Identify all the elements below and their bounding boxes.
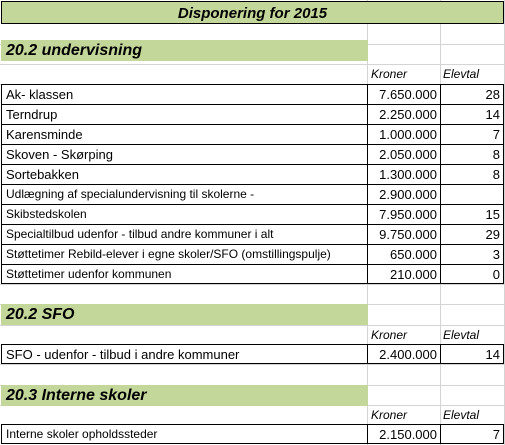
row-kroner[interactable]: 1.300.000 (368, 164, 441, 184)
grid-line (0, 284, 505, 285)
row-kroner[interactable]: 2.150.000 (368, 424, 441, 444)
column-header-elevtal[interactable]: Elevtal (443, 67, 480, 81)
row-label[interactable]: Ak- klassen (1, 84, 368, 104)
row-elevtal[interactable]: 0 (441, 264, 504, 284)
column-header-kroner[interactable]: Kroner (371, 408, 408, 422)
row-label[interactable]: Skibstedskolen (1, 204, 368, 224)
section-heading: 20.2 SFO (6, 306, 75, 323)
row-kroner[interactable]: 1.000.000 (368, 124, 441, 144)
table-row[interactable] (1, 244, 504, 264)
column-header-elevtal[interactable]: Elevtal (443, 408, 480, 422)
column-header-kroner[interactable]: Kroner (371, 328, 408, 342)
row-elevtal[interactable]: 14 (441, 104, 504, 124)
row-kroner[interactable]: 2.250.000 (368, 104, 441, 124)
row-kroner[interactable]: 2.400.000 (368, 344, 441, 364)
row-label[interactable]: Interne skoler opholdssteder (1, 424, 368, 444)
row-label[interactable]: SFO - udenfor - tilbud i andre kommuner (1, 344, 368, 364)
table-row[interactable] (1, 124, 504, 144)
row-elevtal[interactable]: 8 (441, 164, 504, 184)
row-elevtal[interactable]: 28 (441, 84, 504, 104)
row-elevtal[interactable]: 7 (441, 424, 504, 444)
row-kroner[interactable]: 650.000 (368, 244, 441, 264)
table-row[interactable] (1, 424, 504, 444)
row-label[interactable]: Terndrup (1, 104, 368, 124)
table-row[interactable] (1, 164, 504, 184)
row-label[interactable]: Udlægning af specialundervisning til skolerne - (1, 184, 368, 204)
row-elevtal[interactable]: 3 (441, 244, 504, 264)
section-heading: 20.3 Interne skoler (6, 387, 147, 404)
table-row[interactable] (1, 104, 504, 124)
table-row[interactable] (1, 264, 504, 284)
title-cell[interactable] (1, 1, 504, 24)
row-label[interactable]: Støttetimer udenfor kommunen (1, 264, 368, 284)
row-kroner[interactable]: 9.750.000 (368, 224, 441, 244)
row-kroner[interactable]: 7.950.000 (368, 204, 441, 224)
grid-line (0, 364, 505, 365)
column-header-elevtal[interactable]: Elevtal (443, 328, 480, 342)
row-label[interactable]: Specialtilbud udenfor - tilbud andre kommuner i alt (1, 224, 368, 244)
row-elevtal[interactable]: 8 (441, 144, 504, 164)
table-row[interactable] (1, 84, 504, 104)
grid-line (0, 325, 505, 326)
table-row[interactable] (1, 204, 504, 224)
page-title: Disponering for 2015 (177, 5, 328, 22)
section-heading-cell[interactable] (1, 40, 368, 61)
row-label[interactable]: Skoven - Skørping (1, 144, 368, 164)
row-label[interactable]: Sortebakken (1, 164, 368, 184)
row-elevtal[interactable]: 29 (441, 224, 504, 244)
row-label[interactable]: Støttetimer Rebild-elever i egne skoler/SFO (omstillingspulje) (1, 244, 368, 264)
row-elevtal[interactable] (441, 184, 504, 204)
section-heading: 20.2 undervisning (6, 42, 143, 59)
section-heading-cell[interactable] (1, 385, 368, 406)
section-heading-cell[interactable] (1, 304, 368, 325)
row-kroner[interactable]: 2.050.000 (368, 144, 441, 164)
row-elevtal[interactable]: 14 (441, 344, 504, 364)
table-row[interactable] (1, 184, 504, 204)
row-elevtal[interactable]: 7 (441, 124, 504, 144)
table-row[interactable] (1, 144, 504, 164)
table-row[interactable] (1, 224, 504, 244)
row-kroner[interactable]: 7.650.000 (368, 84, 441, 104)
grid-line (0, 64, 505, 65)
row-kroner[interactable]: 210.000 (368, 264, 441, 284)
row-kroner[interactable]: 2.900.000 (368, 184, 441, 204)
table-row[interactable] (1, 344, 504, 364)
column-header-kroner[interactable]: Kroner (371, 67, 408, 81)
row-elevtal[interactable]: 15 (441, 204, 504, 224)
row-label[interactable]: Karensminde (1, 124, 368, 144)
